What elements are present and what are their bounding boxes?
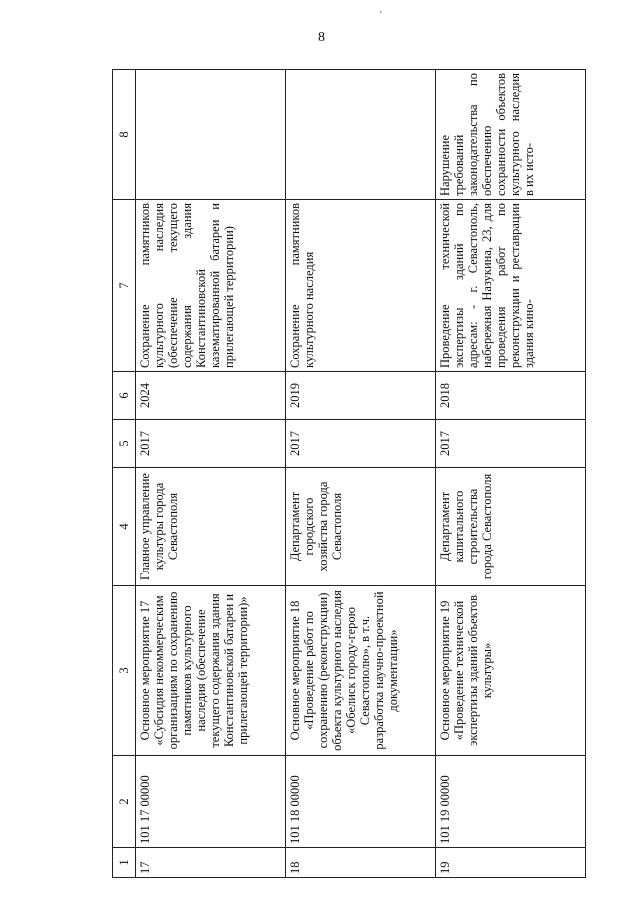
- row-number: 18: [286, 848, 436, 878]
- header-col-4: 4: [113, 468, 136, 586]
- header-col-3: 3: [113, 586, 136, 756]
- row-event: Основное мероприятие 19 «Проведение технической экспертизы зданий объектов культуры»: [436, 586, 586, 756]
- rotated-table-container: [112, 70, 586, 878]
- row-event: Основное мероприятие 18 «Проведение работ по сохранению (реконструкции) объекта культурного наследия «Обелиск городу-герою Севастополю», в т.ч. разработка научно-проектной документации»: [286, 586, 436, 756]
- header-row: [113, 70, 136, 878]
- row-number: 17: [136, 848, 286, 878]
- row-start-year: 2017: [436, 420, 586, 468]
- row-result: Проведение технической экспертизы зданий по адресам: - г. Севастополь, набережная Назукина, 23, для проведения работ по реконструкции и реставрации здания кино-: [436, 200, 586, 372]
- row-consequence: [286, 70, 436, 200]
- header-col-5: 5: [113, 420, 136, 468]
- corner-mark: ': [380, 10, 382, 21]
- row-end-year: 2018: [436, 372, 586, 420]
- row-start-year: 2017: [286, 420, 436, 468]
- page-number: 8: [318, 30, 325, 45]
- row-code: 101 18 00000: [286, 756, 436, 848]
- row-executor: Департамент городского хозяйства города Севастополя: [286, 468, 436, 586]
- row-executor: Главное управление культуры города Севастополя: [136, 468, 286, 586]
- table-row: [436, 70, 586, 878]
- program-events-table: [112, 69, 586, 878]
- row-end-year: 2019: [286, 372, 436, 420]
- row-consequence: Нарушение требований законодательства по обеспечению сохранности объектов культурного наследия в их исто-: [436, 70, 586, 200]
- header-col-1: 1: [113, 848, 136, 878]
- row-executor: Департамент капитального строительства города Севастополя: [436, 468, 586, 586]
- row-code: 101 17 00000: [136, 756, 286, 848]
- header-col-7: 7: [113, 200, 136, 372]
- row-result: Сохранение памятников культурного наследия: [286, 200, 436, 372]
- header-col-8: 8: [113, 70, 136, 200]
- row-result: Сохранение памятников культурного наследия (обеспечение текущего содержания здания Константиновской казематированной батареи и прилегающей территории): [136, 200, 286, 372]
- row-consequence: [136, 70, 286, 200]
- row-end-year: 2024: [136, 372, 286, 420]
- header-col-2: 2: [113, 756, 136, 848]
- table-row: [286, 70, 436, 878]
- row-code: 101 19 00000: [436, 756, 586, 848]
- table-row: [136, 70, 286, 878]
- row-start-year: 2017: [136, 420, 286, 468]
- row-number: 19: [436, 848, 586, 878]
- header-col-6: 6: [113, 372, 136, 420]
- row-event: Основное мероприятие 17 «Субсидия некоммерческим организациям по сохранению памятников культурного наследия (обеспечение текущего содержания здания Константиновской батареи и прилегающей территории)»: [136, 586, 286, 756]
